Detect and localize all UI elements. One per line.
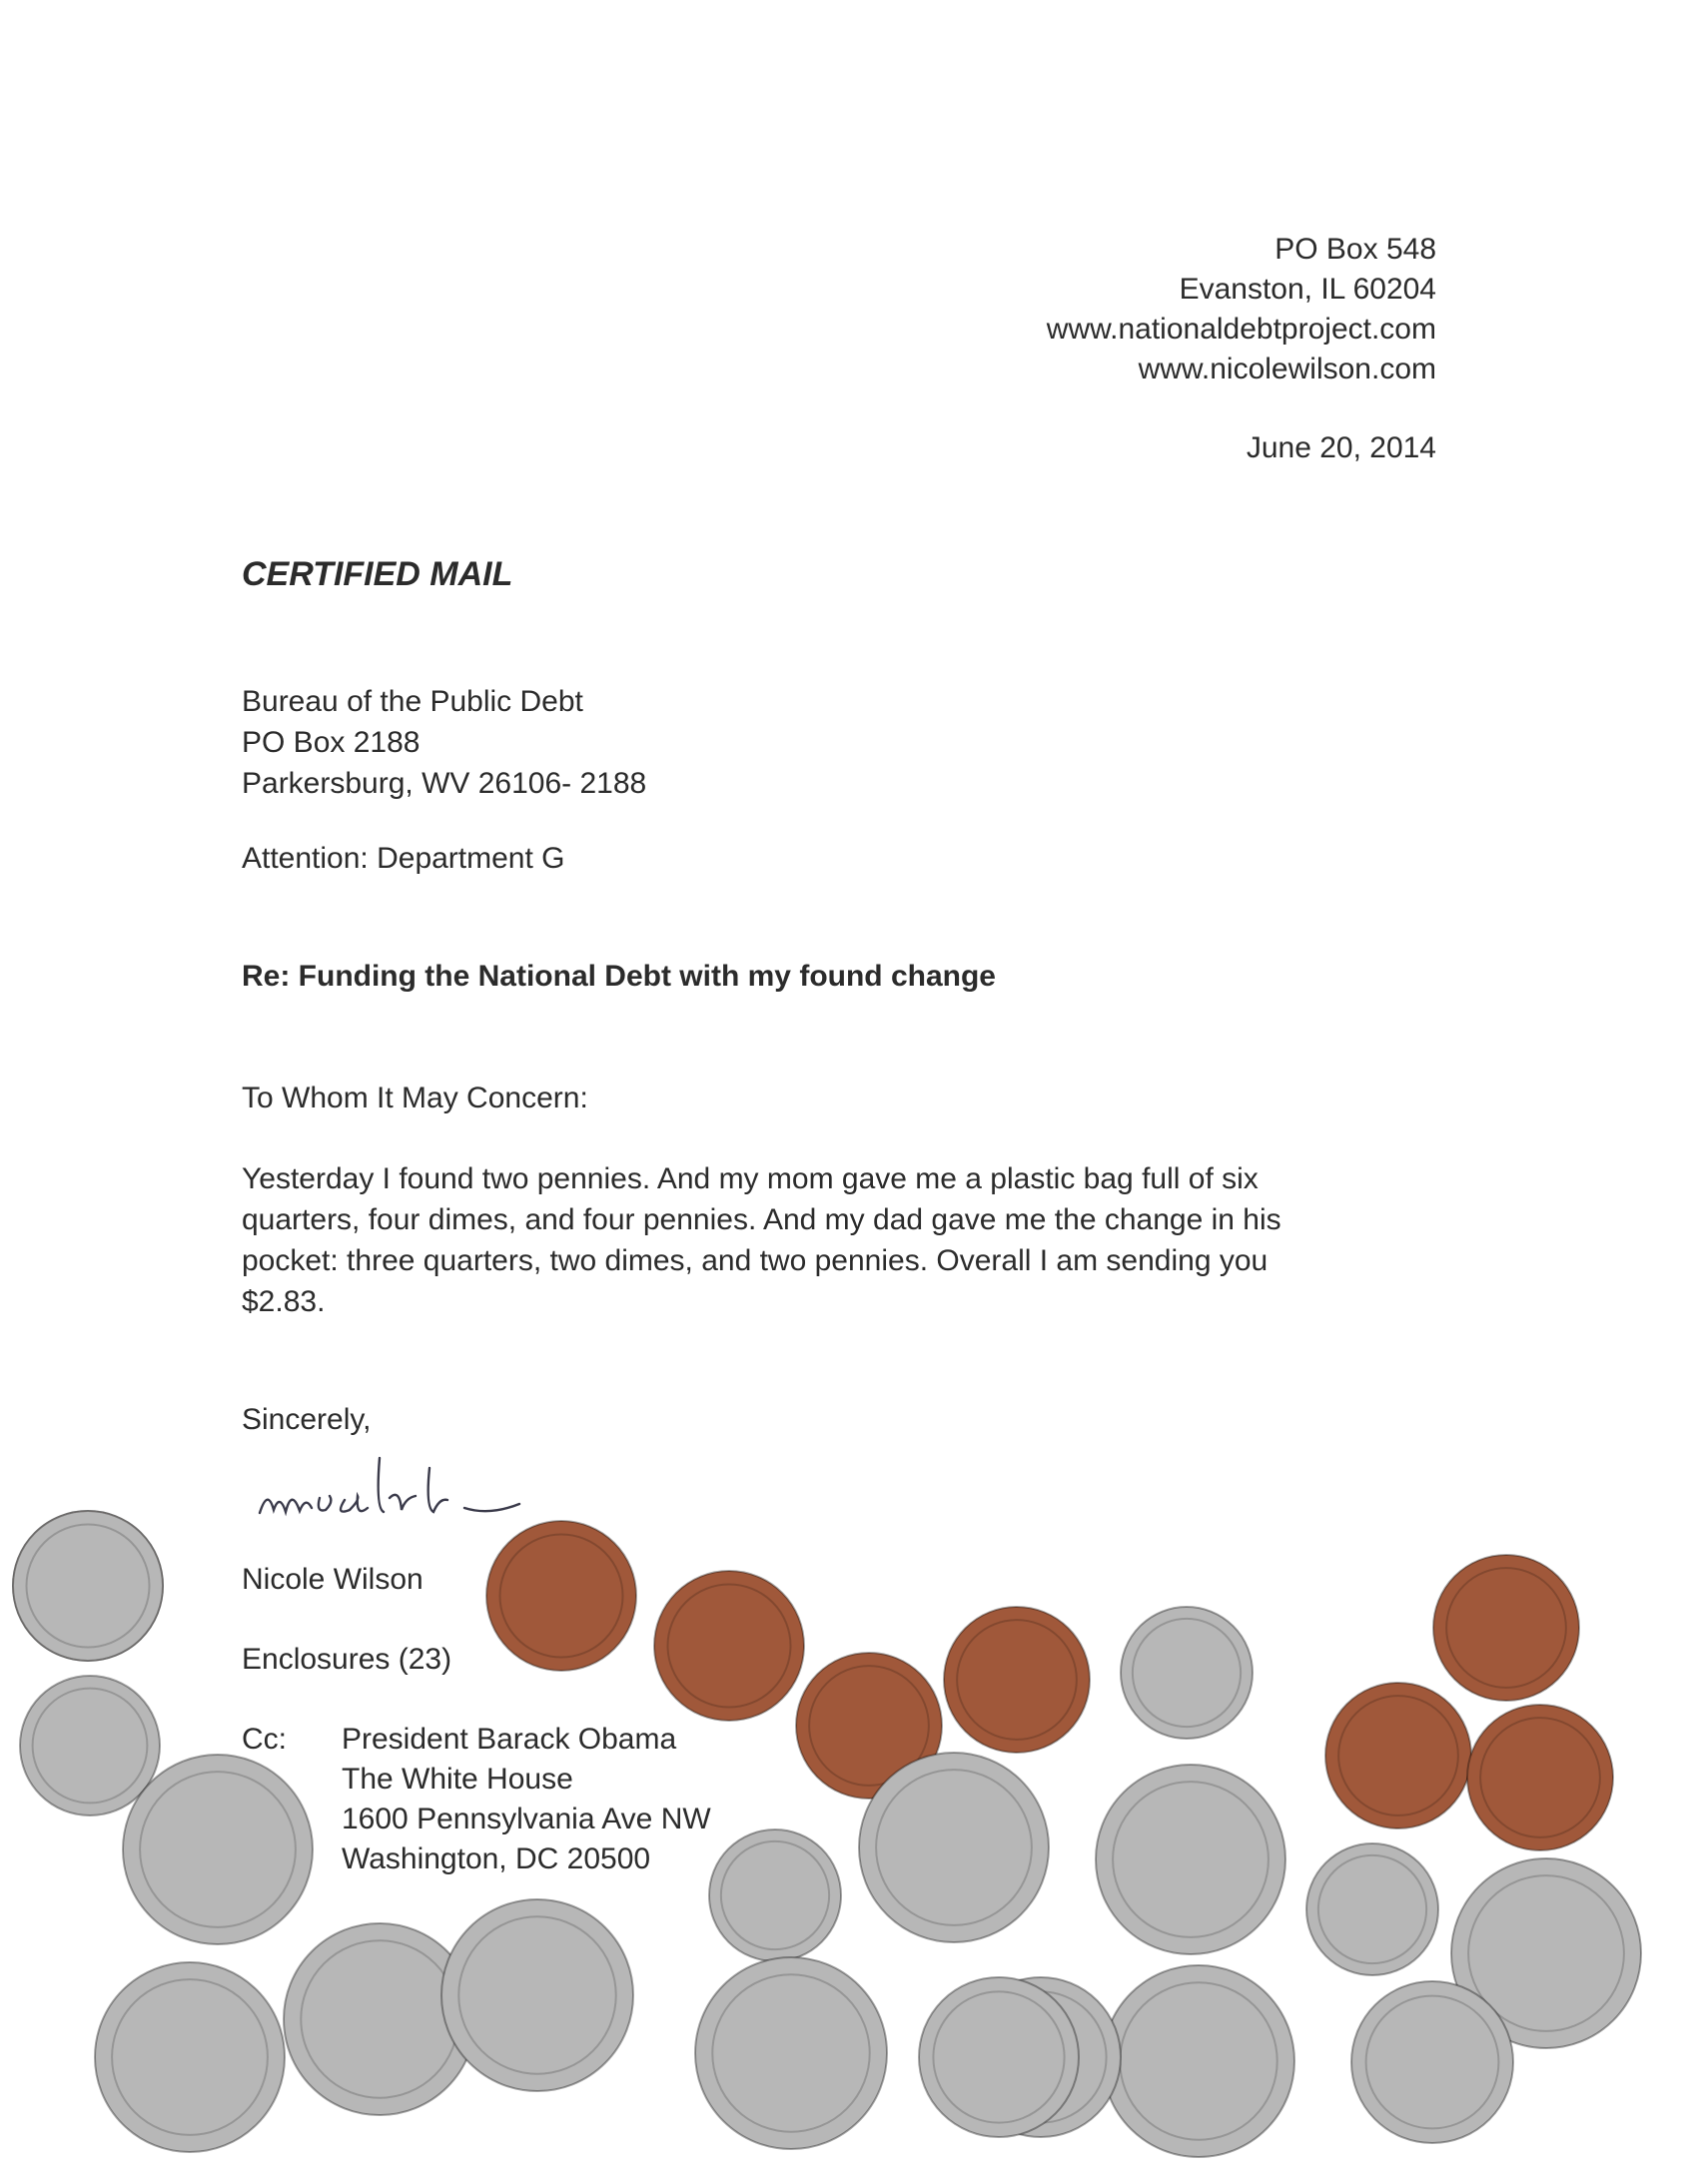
sender-website-link[interactable]: www.nationaldebtproject.com bbox=[1046, 313, 1436, 346]
salutation: To Whom It May Concern: bbox=[242, 1082, 588, 1114]
signer-name: Nicole Wilson bbox=[242, 1563, 424, 1596]
cc-line: Washington, DC 20500 bbox=[342, 1842, 651, 1875]
recipient-line: PO Box 2188 bbox=[242, 726, 421, 759]
dime-coin bbox=[1306, 1843, 1438, 1975]
attention-line: Attention: Department G bbox=[242, 842, 565, 875]
nickel-coin bbox=[919, 1977, 1079, 2137]
quarter-coin bbox=[1351, 1981, 1513, 2143]
sender-line: PO Box 548 bbox=[1274, 233, 1436, 266]
quarter-coin bbox=[1103, 1965, 1294, 2157]
dime-coin bbox=[20, 1676, 160, 1816]
sender-line: Evanston, IL 60204 bbox=[1179, 273, 1436, 306]
quarter-coin bbox=[441, 1899, 633, 2091]
closing: Sincerely, bbox=[242, 1403, 372, 1436]
dime-coin bbox=[859, 1753, 1049, 1942]
dime-coin bbox=[709, 1829, 841, 1961]
penny-coin bbox=[1467, 1705, 1613, 1850]
dime-coin bbox=[123, 1755, 313, 1944]
cc-line: President Barack Obama bbox=[342, 1723, 677, 1756]
body-line: pocket: three quarters, two dimes, and two pennies. Overall I am sending you bbox=[242, 1244, 1269, 1277]
cc-label: Cc: bbox=[242, 1723, 287, 1756]
enclosures-note: Enclosures (23) bbox=[242, 1643, 452, 1676]
penny-coin bbox=[654, 1571, 804, 1721]
letter-date: June 20, 2014 bbox=[1246, 431, 1436, 464]
penny-coin bbox=[944, 1607, 1090, 1753]
body-line: Yesterday I found two pennies. And my mom gave me a plastic bag full of six bbox=[242, 1162, 1259, 1195]
penny-coin bbox=[1325, 1683, 1471, 1828]
certified-mail-heading: CERTIFIED MAIL bbox=[242, 555, 513, 593]
penny-coin bbox=[1433, 1555, 1579, 1701]
penny-coin bbox=[486, 1521, 636, 1671]
subject-line: Re: Funding the National Debt with my found change bbox=[242, 960, 996, 993]
body-line: quarters, four dimes, and four pennies. And my dad gave me the change in his bbox=[242, 1203, 1281, 1236]
quarter-coin bbox=[95, 1962, 285, 2152]
recipient-line: Parkersburg, WV 26106- 2188 bbox=[242, 767, 647, 800]
quarter-coin bbox=[695, 1957, 887, 2149]
dime-coin bbox=[1121, 1607, 1253, 1739]
cc-line: The White House bbox=[342, 1763, 573, 1796]
sender-website-link[interactable]: www.nicolewilson.com bbox=[1138, 353, 1436, 385]
recipient-line: Bureau of the Public Debt bbox=[242, 685, 583, 718]
cc-line: 1600 Pennsylvania Ave NW bbox=[342, 1803, 711, 1835]
quarter-coin bbox=[1096, 1765, 1285, 1954]
body-line: $2.83. bbox=[242, 1285, 326, 1318]
nickel-coin bbox=[13, 1511, 163, 1661]
